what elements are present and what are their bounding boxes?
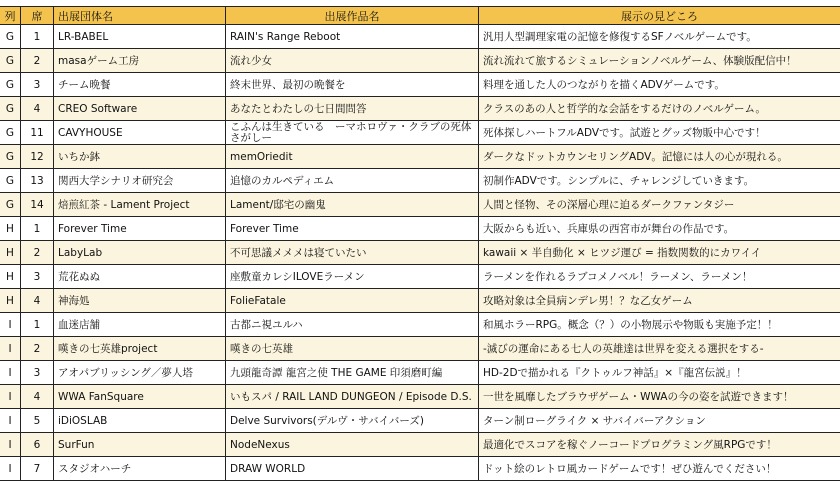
cell-highlight: 死体探しハートフルADVです。試遊とグッズ物販中心です！	[479, 121, 840, 145]
header-highlight-col: 展示の見どころ	[479, 7, 840, 25]
cell-seat: 1	[21, 313, 54, 337]
cell-row: G	[0, 49, 21, 73]
table-row	[0, 241, 840, 265]
cell-org: iDiOSLAB	[54, 409, 226, 433]
cell-org: 荒花ぬぬ	[54, 265, 226, 289]
table-row	[0, 337, 840, 361]
table-row	[0, 49, 840, 73]
cell-seat: 4	[21, 97, 54, 121]
cell-title: RAIN's Range Reboot	[226, 25, 479, 49]
cell-org: 神海処	[54, 289, 226, 313]
cell-org: CAVYHOUSE	[54, 121, 226, 145]
cell-title: いもスパ / RAIL LAND DUNGEON / Episode D.S.	[226, 385, 479, 409]
cell-highlight: HD-2Dで描かれる『クトゥルフ神話』×『龍宮伝説』！	[479, 361, 840, 385]
cell-row: H	[0, 289, 21, 313]
cell-title: あなたとわたしの七日間問答	[226, 97, 479, 121]
cell-title: 流れ少女	[226, 49, 479, 73]
cell-highlight: 攻略対象は全員病ンデレ男！？な乙女ゲーム	[479, 289, 840, 313]
cell-highlight: 料理を通した人のつながりを描くADVゲームです。	[479, 73, 840, 97]
cell-seat: 14	[21, 193, 54, 217]
cell-seat: 3	[21, 73, 54, 97]
cell-title: 追憶のカルペディエム	[226, 169, 479, 193]
cell-title: 嘆きの七英雄	[226, 337, 479, 361]
table-row	[0, 433, 840, 457]
table-row	[0, 145, 840, 169]
header-title-col: 出展作品名	[226, 7, 479, 25]
cell-org: Forever Time	[54, 217, 226, 241]
cell-row: G	[0, 97, 21, 121]
cell-seat: 13	[21, 169, 54, 193]
cell-row: G	[0, 169, 21, 193]
cell-row: G	[0, 121, 21, 145]
cell-highlight: -滅びの運命にある七人の英雄達は世界を変える選択をする-	[479, 337, 840, 361]
cell-org: 焙煎紅茶 - Lament Project	[54, 193, 226, 217]
header-seat-col: 席	[21, 7, 54, 25]
cell-title: こふんは生きている ーマホロヴァ・クラブの死体さがしー	[226, 121, 479, 145]
cell-org: スタジオハーチ	[54, 457, 226, 481]
cell-org: 関西大学シナリオ研究会	[54, 169, 226, 193]
cell-title: Delve Survivors(デルヴ・サバイバーズ)	[226, 409, 479, 433]
cell-seat: 6	[21, 433, 54, 457]
cell-highlight: ターン制ローグライク × サバイバーアクション	[479, 409, 840, 433]
cell-org: SurFun	[54, 433, 226, 457]
cell-highlight: ダークなドットカウンセリングADV。記憶には人の心が現れる。	[479, 145, 840, 169]
table-row	[0, 97, 840, 121]
cell-row: I	[0, 433, 21, 457]
table-row	[0, 385, 840, 409]
header-org-col: 出展団体名	[54, 7, 226, 25]
cell-seat: 2	[21, 241, 54, 265]
cell-seat: 11	[21, 121, 54, 145]
cell-seat: 3	[21, 265, 54, 289]
cell-row: I	[0, 457, 21, 481]
cell-row: I	[0, 409, 21, 433]
cell-title: NodeNexus	[226, 433, 479, 457]
cell-highlight: 人間と怪物、その深層心理に迫るダークファンタジー	[479, 193, 840, 217]
cell-row: G	[0, 193, 21, 217]
cell-seat: 1	[21, 217, 54, 241]
cell-org: 嘆きの七英雄project	[54, 337, 226, 361]
cell-highlight: 和風ホラーRPG。概念（？）の小物展示や物販も実施予定！！	[479, 313, 840, 337]
cell-row: I	[0, 313, 21, 337]
cell-title: FolieFatale	[226, 289, 479, 313]
cell-org: 血迷店舗	[54, 313, 226, 337]
table-row	[0, 25, 840, 49]
table-row	[0, 193, 840, 217]
header-row-col: 列	[0, 7, 21, 25]
cell-title: Lament/邸宅の幽鬼	[226, 193, 479, 217]
cell-highlight: 初制作ADVです。シンプルに、チャレンジしていきます。	[479, 169, 840, 193]
cell-row: H	[0, 241, 21, 265]
cell-highlight: 一世を風靡したブラウザゲーム・WWAの今の姿を試遊できます！	[479, 385, 840, 409]
cell-title: Forever Time	[226, 217, 479, 241]
cell-highlight: 汎用人型調理家電の記憶を修復するSFノベルゲームです。	[479, 25, 840, 49]
cell-org: アオパブリッシング／夢人塔	[54, 361, 226, 385]
table-row	[0, 457, 840, 481]
cell-title: memOriedit	[226, 145, 479, 169]
cell-row: I	[0, 337, 21, 361]
table-row	[0, 73, 840, 97]
table-row	[0, 289, 840, 313]
cell-seat: 7	[21, 457, 54, 481]
table-row	[0, 409, 840, 433]
cell-org: LabyLab	[54, 241, 226, 265]
cell-org: WWA FanSquare	[54, 385, 226, 409]
table-body	[0, 25, 840, 481]
table-row	[0, 169, 840, 193]
cell-title: 九頭龍奇譚 龍宮之使 THE GAME 印須磨町編	[226, 361, 479, 385]
cell-seat: 1	[21, 25, 54, 49]
cell-highlight: 流れ流れて旅するシミュレーションノベルゲーム、体験版配信中！	[479, 49, 840, 73]
cell-title: DRAW WORLD	[226, 457, 479, 481]
cell-title: 古都ニ視ユルハ	[226, 313, 479, 337]
table-row	[0, 361, 840, 385]
cell-org: CREO Software	[54, 97, 226, 121]
table-row	[0, 313, 840, 337]
cell-highlight: ラーメンを作れるラブコメノベル！ラーメン、ラーメン！	[479, 265, 840, 289]
cell-row: G	[0, 73, 21, 97]
cell-row: I	[0, 385, 21, 409]
cell-row: I	[0, 361, 21, 385]
cell-seat: 3	[21, 361, 54, 385]
cell-row: G	[0, 25, 21, 49]
cell-highlight: kawaii × 半自動化 × ヒツジ運び = 指数関数的にカワイイ	[479, 241, 840, 265]
cell-row: G	[0, 145, 21, 169]
table-row	[0, 265, 840, 289]
table-row	[0, 217, 840, 241]
cell-seat: 4	[21, 289, 54, 313]
table-header-row	[0, 7, 840, 25]
cell-seat: 12	[21, 145, 54, 169]
cell-title: 座敷童カレシILOVEラーメン	[226, 265, 479, 289]
cell-highlight: 大阪からも近い、兵庫県の西宮市が舞台の作品です。	[479, 217, 840, 241]
table-row	[0, 121, 840, 145]
cell-org: チーム晩餐	[54, 73, 226, 97]
exhibitor-table	[0, 6, 840, 481]
cell-title: 終末世界、最初の晩餐を	[226, 73, 479, 97]
cell-seat: 2	[21, 337, 54, 361]
cell-title: 不可思議メメメは寝ていたい	[226, 241, 479, 265]
cell-org: いちか鉢	[54, 145, 226, 169]
cell-highlight: ドット絵のレトロ風カードゲームです！ぜひ遊んでください！	[479, 457, 840, 481]
cell-highlight: クラスのあの人と哲学的な会話をするだけのノベルゲーム。	[479, 97, 840, 121]
cell-row: H	[0, 265, 21, 289]
cell-seat: 5	[21, 409, 54, 433]
cell-org: masaゲーム工房	[54, 49, 226, 73]
cell-seat: 2	[21, 49, 54, 73]
cell-org: LR-BABEL	[54, 25, 226, 49]
cell-highlight: 最適化でスコアを稼ぐノーコードプログラミング風RPGです！	[479, 433, 840, 457]
cell-row: H	[0, 217, 21, 241]
cell-seat: 4	[21, 385, 54, 409]
